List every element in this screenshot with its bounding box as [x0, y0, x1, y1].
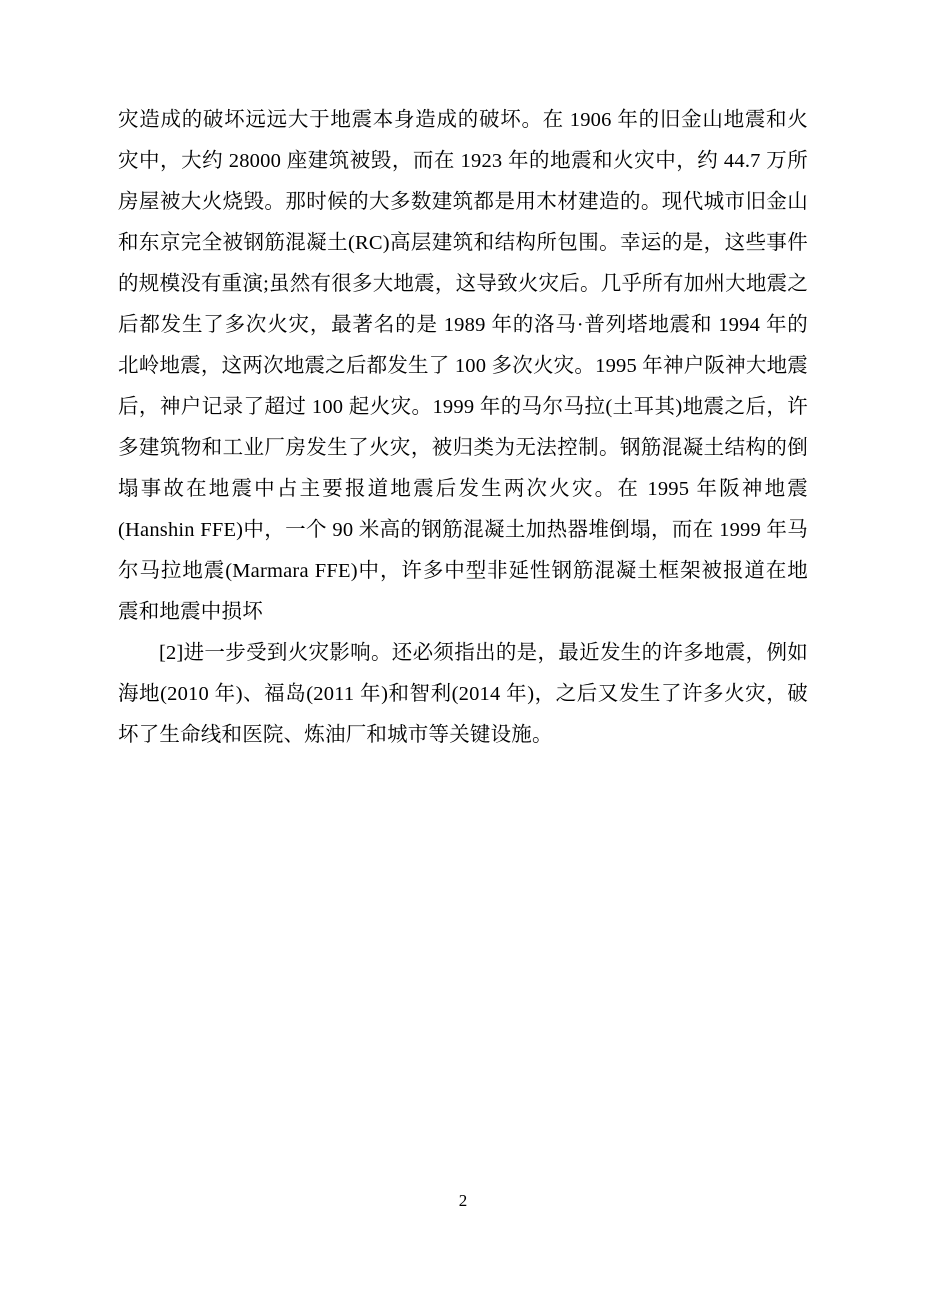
page-number: 2 — [458, 1191, 468, 1210]
body-paragraph: 灾造成的破坏远远大于地震本身造成的破坏。在 1906 年的旧金山地震和火灾中，大约 28000 座建筑被毁，而在 1923 年的地震和火灾中，约 44.7 万所房屋被大火烧毁。那时候的大多数建筑都是用木材建造的。现代城市旧金山和东京完全被钢筋混凝土(RC)高层建筑和结构所包围。幸运的是，这些事件的规模没有重演;虽然有很多大地震，这导致火灾后。几乎所有加州大地震之后都发生了多次火灾，最著名的是 1989 年的洛马·普列塔地震和 1994 年的北岭地震，这两次地震之后都发生了 100 多次火灾。1995 年神户阪神大地震后，神户记录了超过 100 起火灾。1999 年的马尔马拉(土耳其)地震之后，许多建筑物和工业厂房发生了火灾，被归类为无法控制。钢筋混凝土结构的倒塌事故在地震中占主要报道地震后发生两次火灾。在 1995 年阪神地震(Hanshin FFE)中，一个 90 米高的钢筋混凝土加热器堆倒塌，而在 1999 年马尔马拉地震(Marmara FFE)中，许多中型非延性钢筋混凝土框架被报道在地震和地震中损坏 — [118, 109, 808, 623]
body-paragraph: [2]进一步受到火灾影响。还必须指出的是，最近发生的许多地震，例如海地(2010 年)、福岛(2011 年)和智利(2014 年)，之后又发生了许多火灾，破坏了生命线和医院、炼油厂和城市等关键设施。 — [118, 642, 808, 746]
page-body — [118, 100, 808, 756]
